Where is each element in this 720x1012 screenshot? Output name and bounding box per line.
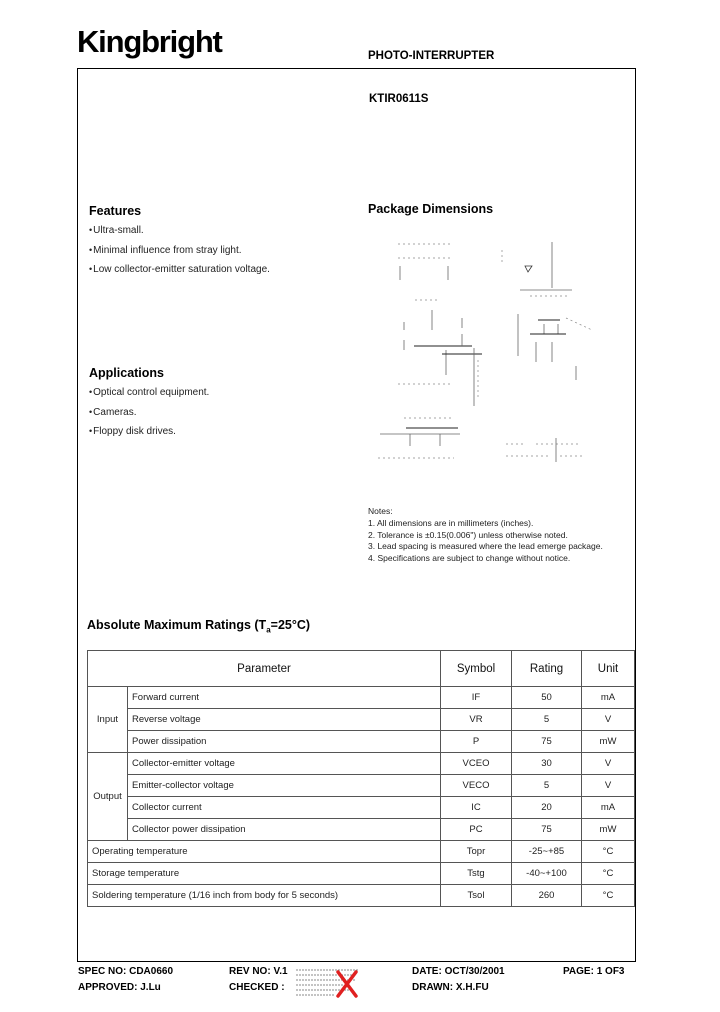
cell-rating: 50: [512, 687, 582, 709]
cell-unit: mW: [582, 731, 635, 753]
front-view-outline: [398, 310, 482, 406]
application-item: • Optical control equipment.: [89, 387, 209, 407]
header-rating: Rating: [512, 651, 582, 687]
ratings-title-prefix: Absolute Maximum Ratings (T: [87, 618, 267, 632]
cell-unit: V: [582, 709, 635, 731]
cell-rating: -25~+85: [512, 841, 582, 863]
ratings-title: [87, 618, 310, 635]
feature-item: • Low collector-emitter saturation voltage.: [89, 264, 270, 284]
feature-item: • Ultra-small.: [89, 225, 270, 245]
cell-rating: 5: [512, 709, 582, 731]
cell-unit: °C: [582, 885, 635, 907]
applications-list: [89, 387, 209, 446]
application-item: • Floppy disk drives.: [89, 426, 209, 446]
cell-symbol: Topr: [441, 841, 512, 863]
cell-symbol: VECO: [441, 775, 512, 797]
table-row: [88, 863, 635, 885]
cell-symbol: PC: [441, 819, 512, 841]
cell-parameter: Operating temperature: [88, 841, 441, 863]
cell-parameter: Collector power dissipation: [128, 819, 441, 841]
ratings-title-subscript: a: [266, 625, 271, 635]
cell-parameter: Forward current: [128, 687, 441, 709]
cell-unit: mA: [582, 797, 635, 819]
cell-symbol: P: [441, 731, 512, 753]
table-row: [88, 885, 635, 907]
cell-unit: V: [582, 753, 635, 775]
checked-stamp: [294, 966, 378, 998]
cell-parameter: Storage temperature: [88, 863, 441, 885]
cell-rating: 30: [512, 753, 582, 775]
group-output: Output: [88, 753, 128, 841]
page-number: PAGE: 1 OF3: [563, 966, 625, 977]
cell-unit: mA: [582, 687, 635, 709]
cell-unit: V: [582, 775, 635, 797]
cell-rating: 260: [512, 885, 582, 907]
cell-parameter: Soldering temperature (1/16 inch from body for 5 seconds): [88, 885, 441, 907]
features-list: [89, 225, 270, 284]
table-row: [88, 797, 635, 819]
cell-rating: 5: [512, 775, 582, 797]
cell-parameter: Emitter-collector voltage: [128, 775, 441, 797]
applications-title: Applications: [89, 366, 165, 380]
table-header-row: [88, 651, 635, 687]
notes: [368, 506, 603, 565]
side-view-outline: [502, 242, 572, 296]
cell-rating: 75: [512, 731, 582, 753]
cell-symbol: VCEO: [441, 753, 512, 775]
cell-unit: °C: [582, 863, 635, 885]
cell-symbol: Tstg: [441, 863, 512, 885]
table-row: [88, 775, 635, 797]
checked-by: CHECKED :: [229, 982, 285, 993]
cell-symbol: Tsol: [441, 885, 512, 907]
note-item: 1. All dimensions are in millimeters (inches).: [368, 517, 534, 528]
cell-rating: -40~+100: [512, 863, 582, 885]
cell-rating: 75: [512, 819, 582, 841]
spec-number: SPEC NO: CDA0660: [78, 966, 174, 977]
revision-number: REV NO: V.1: [229, 966, 288, 977]
feature-item: • Minimal influence from stray light.: [89, 245, 270, 265]
header-symbol: Symbol: [441, 651, 512, 687]
header-parameter: Parameter: [88, 651, 441, 687]
package-drawing: [370, 230, 610, 470]
cell-symbol: IC: [441, 797, 512, 819]
approved-by: APPROVED: J.Lu: [78, 982, 161, 993]
table-row: [88, 819, 635, 841]
cell-rating: 20: [512, 797, 582, 819]
table-row: [88, 731, 635, 753]
package-dimensions-title: Package Dimensions: [368, 202, 494, 216]
cell-symbol: VR: [441, 709, 512, 731]
ratings-title-suffix: =25°C): [270, 618, 311, 632]
note-item: 3. Lead spacing is measured where the lead emerge package.: [368, 541, 603, 552]
cell-parameter: Collector current: [128, 797, 441, 819]
cell-unit: °C: [582, 841, 635, 863]
table-row: [88, 687, 635, 709]
pin-view-outline: [518, 314, 592, 380]
ratings-table: [87, 650, 635, 907]
table-row: [88, 753, 635, 775]
bottom-view-outline: [378, 418, 582, 462]
group-input: Input: [88, 687, 128, 753]
document-date: DATE: OCT/30/2001: [412, 966, 505, 977]
top-view-outline: [398, 244, 450, 300]
cell-parameter: Reverse voltage: [128, 709, 441, 731]
reject-mark-icon: [338, 972, 356, 996]
notes-title: Notes:: [368, 506, 393, 516]
cell-unit: mW: [582, 819, 635, 841]
table-row: [88, 709, 635, 731]
cell-parameter: Power dissipation: [128, 731, 441, 753]
cell-parameter: Collector-emitter voltage: [128, 753, 441, 775]
header-unit: Unit: [582, 651, 635, 687]
table-row: [88, 841, 635, 863]
application-item: • Cameras.: [89, 407, 209, 427]
features-title: Features: [89, 204, 142, 218]
drawn-by: DRAWN: X.H.FU: [412, 982, 489, 993]
document-type: PHOTO-INTERRUPTER: [368, 50, 495, 62]
note-item: 4. Specifications are subject to change without notice.: [368, 553, 571, 564]
cell-symbol: IF: [441, 687, 512, 709]
note-item: 2. Tolerance is ±0.15(0.006") unless otherwise noted.: [368, 529, 568, 540]
part-number: KTIR0611S: [369, 93, 429, 105]
brand-logo: Kingbright: [77, 24, 222, 59]
